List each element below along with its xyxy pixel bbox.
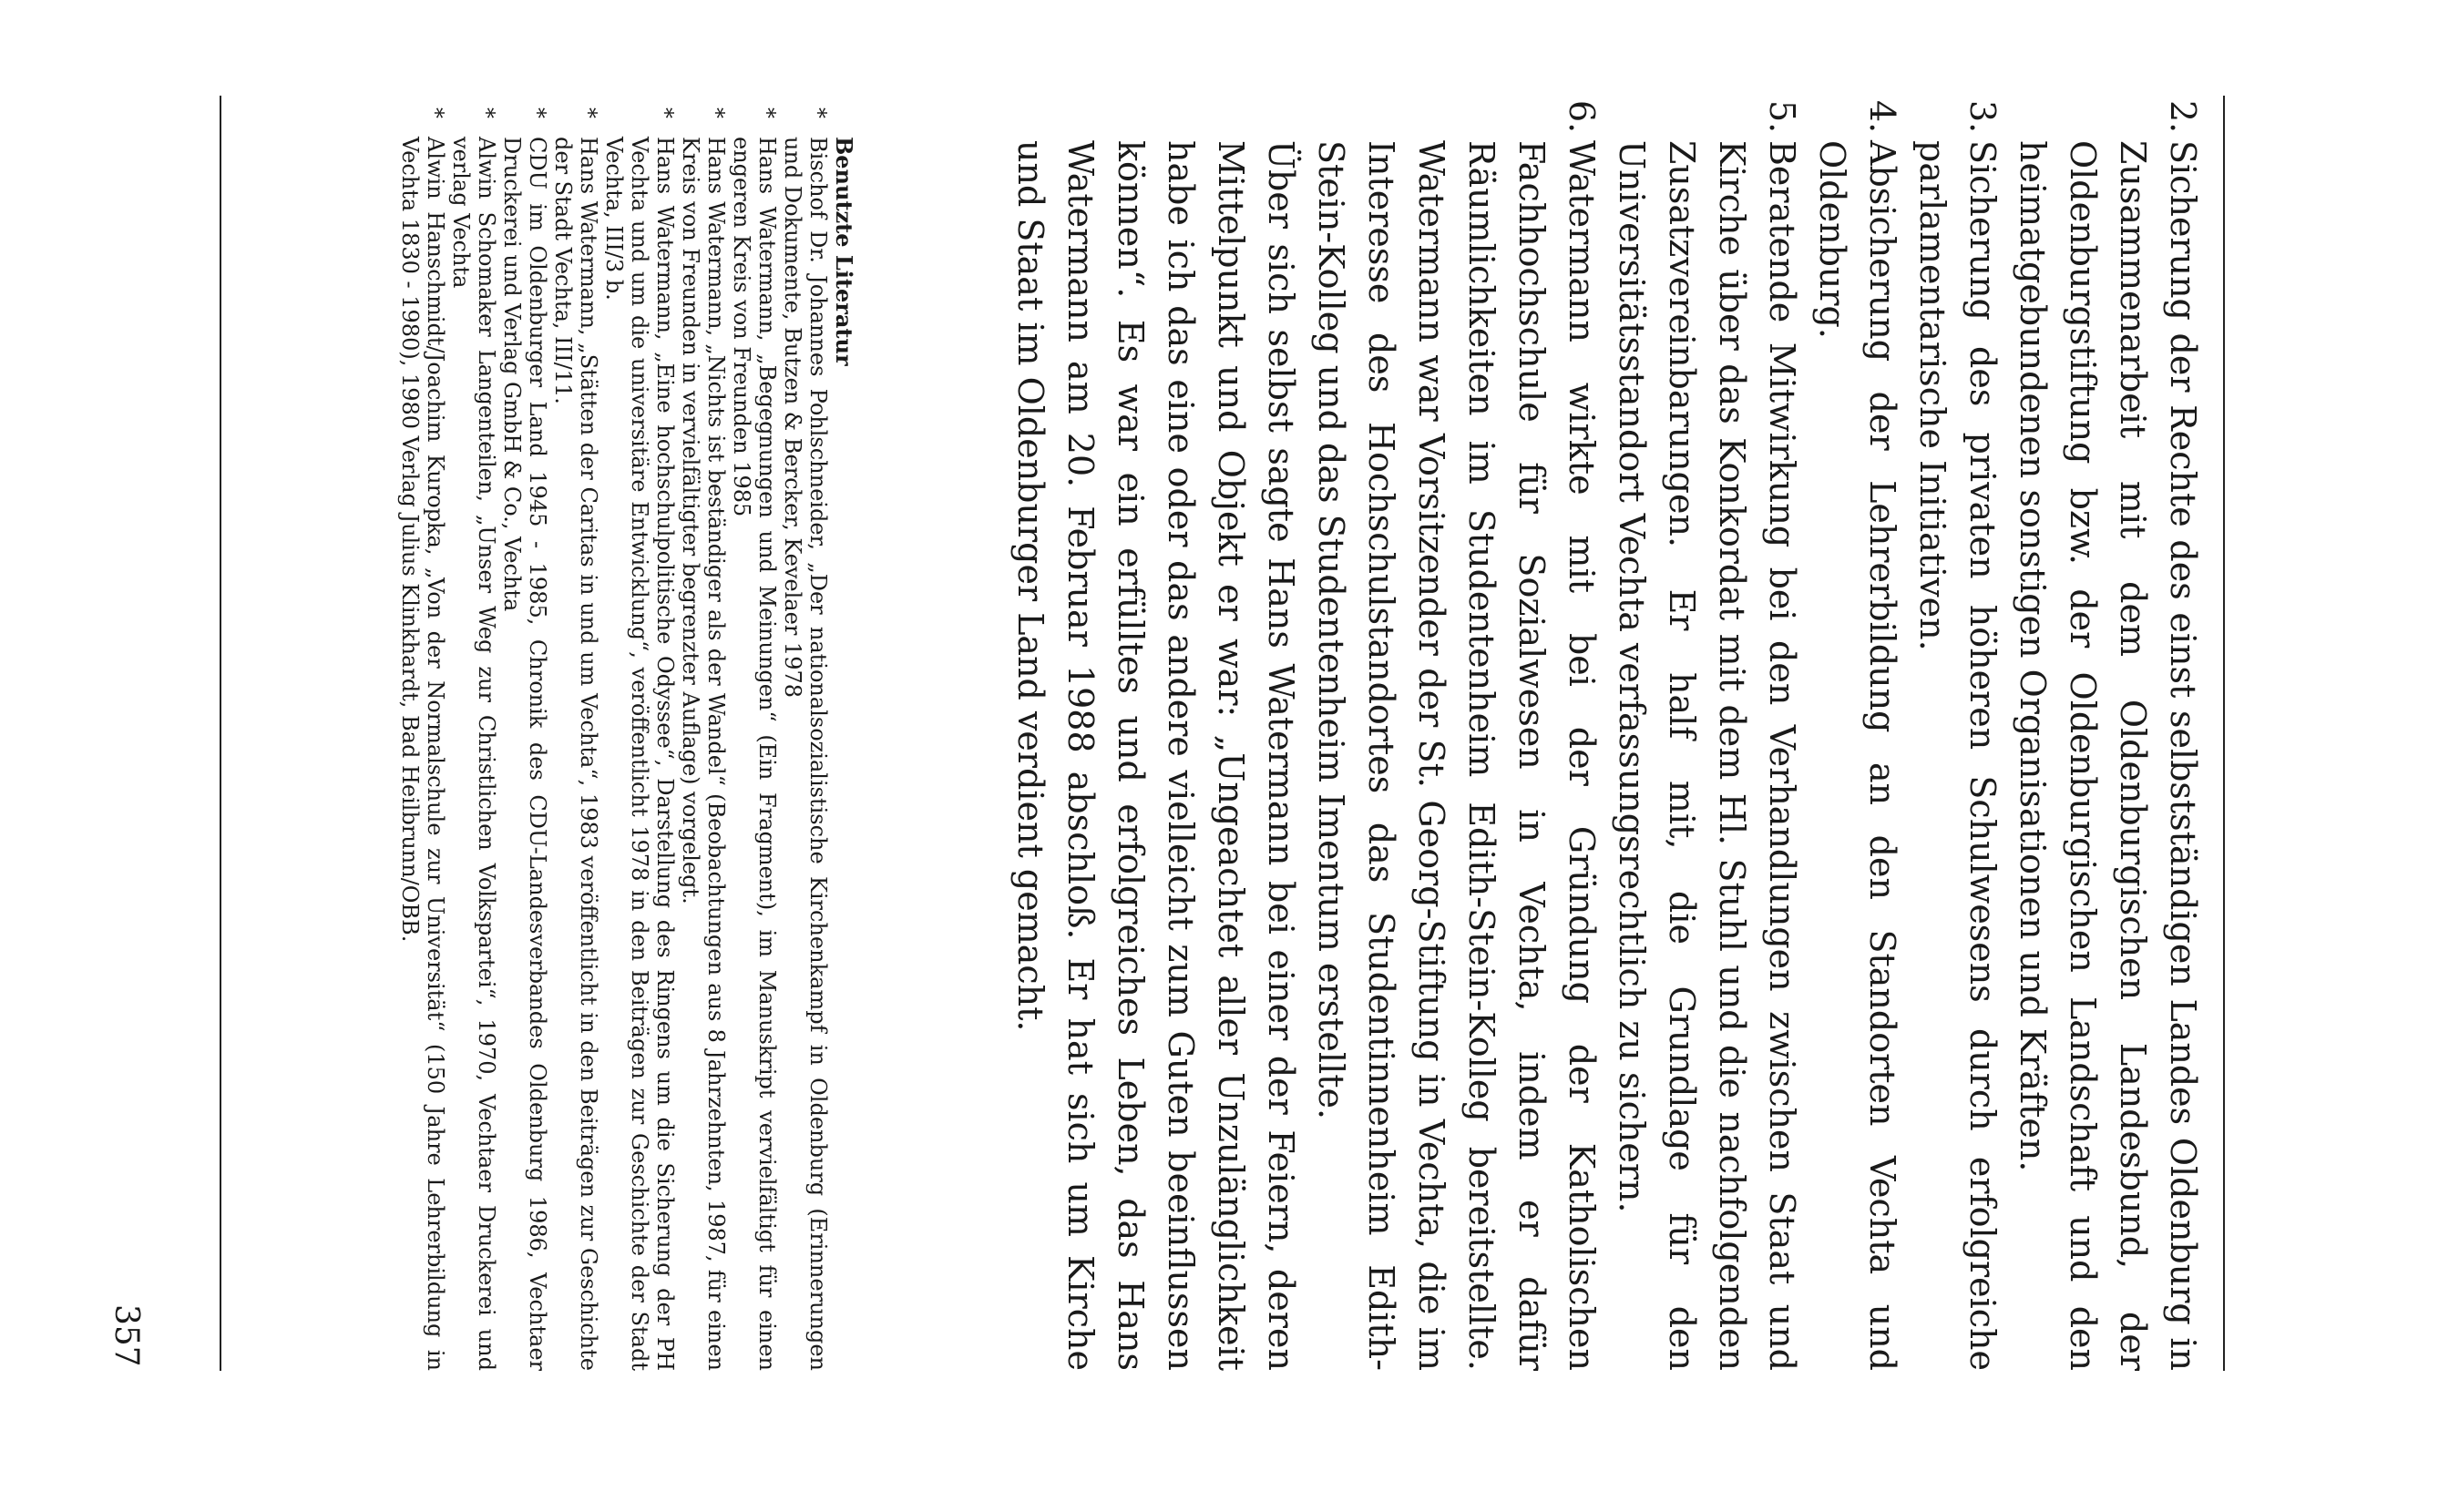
reference-text: Hans Watermann, „Begegnungen und Meinungen“ (Ein Fragment), im Manuskript vervielfältigt für einen engeren Kreis von Freunden 1985 <box>729 137 780 1371</box>
list-item <box>1306 100 1606 1371</box>
reference-text: CDU im Oldenburger Land 1945 - 1985, Chronik des CDU-Landesverbandes Oldenburg 1986, Vechtaer Druckerei und Verlag GmbH & Co., Vechta <box>499 137 550 1371</box>
list-number: 6. <box>1562 100 1602 134</box>
list-text: Absicherung der Lehrerbildung an den Standorten Vechta und Oldenburg. <box>1812 140 1902 1371</box>
reference-item <box>780 100 831 1371</box>
references-section <box>397 100 856 1371</box>
reference-item <box>397 100 448 1371</box>
asterisk-marker: * <box>423 107 448 118</box>
list-number: 3. <box>1962 100 2003 134</box>
asterisk-marker: * <box>703 107 729 118</box>
list-item <box>2007 100 2208 1371</box>
list-item <box>1807 100 1907 1371</box>
reference-text: Hans Watermann, „Nichts ist beständiger als der Wandel“ (Beobachtungen aus 8 Jahrzehnten, 1987, für einen Kreis von Freunden in vervielfältigter begrenzter Auflage) vorgelegt. <box>678 137 729 1371</box>
list-text: Sicherung der Rechte des einst selbstständigen Landes Oldenburg in Zusammenarbeit mit dem Oldenburgischen Landesbund, der Oldenburgstiftung bzw. der Oldenburgischen Landschaft und den heimatgebundenen sonstigen Organisationen und Kräften. <box>2013 140 2203 1371</box>
top-rule <box>2223 96 2225 1371</box>
reference-item <box>729 100 780 1371</box>
list-text: Sicherung des privaten höheren Schulwesens durch erfolgreiche parlamentarische Initiativen. <box>1912 140 2003 1371</box>
reference-text: Hans Watermann, „Eine hochschulpolitische Odyssee“, Darstellung des Ringens um die Sicherung der PH Vechta und um die universitäre Entwicklung“, veröffentlicht 1978 in den Beiträgen zur Geschichte der Stadt Vechta, III/3 b. <box>601 137 678 1371</box>
reference-item <box>601 100 678 1371</box>
references-list <box>397 100 831 1371</box>
references-heading: Benutzte Literatur <box>831 137 857 366</box>
reference-text: Hans Watermann, „Stätten der Caritas in und um Vechta“, 1983 veröffentlicht in den Beiträgen zur Geschichte der Stadt Vechta, III/11. <box>550 137 601 1371</box>
asterisk-marker: * <box>805 107 831 118</box>
page-number: 357 <box>108 1304 145 1367</box>
reference-item <box>499 100 550 1371</box>
list-item <box>1606 100 1807 1371</box>
reference-text: Bischof Dr. Johannes Pohlschneider, „Der nationalsozialistische Kirchenkampf in Oldenburg (Erinnerungen und Dokumente, Butzen & Bercker, Kevelaer 1978 <box>780 137 831 1371</box>
asterisk-marker: * <box>474 107 499 118</box>
list-number: 5. <box>1762 100 1802 134</box>
list-text: Beratende Mitwirkung bei den Verhandlungen zwischen Staat und Kirche über das Konkordat mit dem Hl. Stuhl und die nachfolgenden Zusatzvereinbarungen. Er half mit, die Grundlage für den Universitätsstandort Vechta verfassungsrechtlich zu sichern. <box>1612 140 1802 1371</box>
list-number: 4. <box>1862 100 1902 134</box>
asterisk-marker: * <box>576 107 601 118</box>
reference-item <box>678 100 729 1371</box>
list-number: 2. <box>2163 100 2203 134</box>
asterisk-marker: * <box>525 107 550 118</box>
asterisk-marker: * <box>754 107 780 118</box>
numbered-list <box>1306 100 2208 1371</box>
list-item <box>1907 100 2007 1371</box>
reference-item <box>550 100 601 1371</box>
bottom-rule <box>220 96 221 1371</box>
asterisk-marker: * <box>652 107 678 118</box>
reference-item <box>448 100 499 1371</box>
list-text: Watermann wirkte mit bei der Gründung der Katholischen Fachhochschule für Sozialwesen in Vechta, indem er dafür Räumlichkeiten im Studentenheim Edith-Stein-Kolleg bereitstellte. Watermann war Vorsitzender der St. Georg-Stiftung in Vechta, die im Interesse des Hochschulstandortes das Studentinnenheim Edith-Stein-Kolleg und das Studentenheim Imentum erstellte. <box>1311 140 1602 1371</box>
reference-text: Alwin Hanschmidt/Joachim Kuropka, „Von der Normalschule zur Universität“ (150 Jahre Lehrerbildung in Vechta 1830 - 1980), 1980 Verlag Julius Klinkhardt, Bad Heilbrunn/OBB. <box>397 137 448 1371</box>
closing-paragraph: Über sich selbst sagte Hans Watermann bei einer der Feiern, deren Mittelpunkt und Objekt er war: „Ungeachtet aller Unzulänglichkeit habe ich das eine oder das andere vielleicht zum Guten beeinflussen können“. Es war ein erfülltes und erfolgreiches Leben, das Hans Watermann am 20. Februar 1988 abschloß. Er hat sich um Kirche und Staat im Oldenburger Land verdient gemacht. <box>1010 140 1301 1371</box>
reference-text: Alwin Schomaker Langenteilen, „Unser Weg zur Christlichen Volkspartei“, 1970, Vechtaer Druckerei und verlag Vechta <box>448 137 499 1371</box>
main-text <box>1005 100 2208 1371</box>
